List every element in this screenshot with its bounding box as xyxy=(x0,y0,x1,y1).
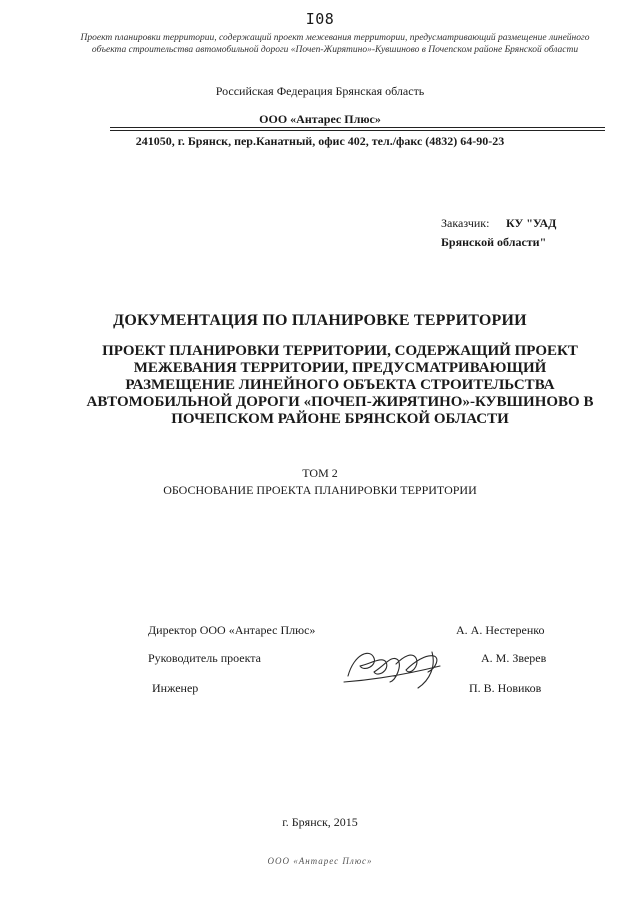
header-project-caption: Проект планировки территории, содержащий проект межевания территории, предусматривающий размещение линейного объекта строительства автомобильной дороги «Почеп-Жирятино»-Кувшиново в Почепском районе Брянской области xyxy=(80,33,590,55)
volume-subtitle: ОБОСНОВАНИЕ ПРОЕКТА ПЛАНИРОВКИ ТЕРРИТОРИИ xyxy=(163,483,477,497)
handwritten-signature xyxy=(340,636,455,691)
footer-company-stamp: ООО «Антарес Плюс» xyxy=(267,856,373,866)
client-name-continued: Брянской области" xyxy=(441,235,547,249)
page-number: I08 xyxy=(305,10,335,28)
signatory-name-project-lead: А. М. Зверев xyxy=(481,651,547,665)
signatory-role-director: Директор ООО «Антарес Плюс» xyxy=(148,623,316,637)
company-divider-top xyxy=(110,127,605,128)
signatory-role-engineer: Инженер xyxy=(152,681,199,695)
volume-label: ТОМ 2 xyxy=(302,466,338,480)
federation-region: Российская Федерация Брянская область xyxy=(215,84,425,98)
signatory-name-director: А. А. Нестеренко xyxy=(456,623,545,637)
project-title: ПРОЕКТ ПЛАНИРОВКИ ТЕРРИТОРИИ, СОДЕРЖАЩИЙ ПРОЕКТ МЕЖЕВАНИЯ ТЕРРИТОРИИ, ПРЕДУСМАТРИВАЮЩИЙ РАЗМЕЩЕНИЕ ЛИНЕЙНОГО ОБЪЕКТА СТРОИТЕЛЬСТВА АВТОМОБИЛЬНОЙ ДОРОГИ «ПОЧЕП-ЖИРЯТИНО»-КУВШИНОВО В ПОЧЕПСКОМ РАЙОНЕ БРЯНСКОЙ ОБЛАСТИ xyxy=(86,343,594,427)
city-and-year: г. Брянск, 2015 xyxy=(282,815,358,829)
document-title: ДОКУМЕНТАЦИЯ ПО ПЛАНИРОВКЕ ТЕРРИТОРИИ xyxy=(113,312,527,329)
client-label: Заказчик: xyxy=(441,216,490,230)
client-name: КУ "УАД xyxy=(506,216,557,230)
company-address: 241050, г. Брянск, пер.Канатный, офис 402, тел./факс (4832) 64-90-23 xyxy=(135,134,505,148)
company-divider-bottom xyxy=(110,130,605,131)
signatory-name-engineer: П. В. Новиков xyxy=(469,681,542,695)
signatory-role-project-lead: Руководитель проекта xyxy=(148,651,261,665)
company-name: ООО «Антарес Плюс» xyxy=(259,112,381,126)
